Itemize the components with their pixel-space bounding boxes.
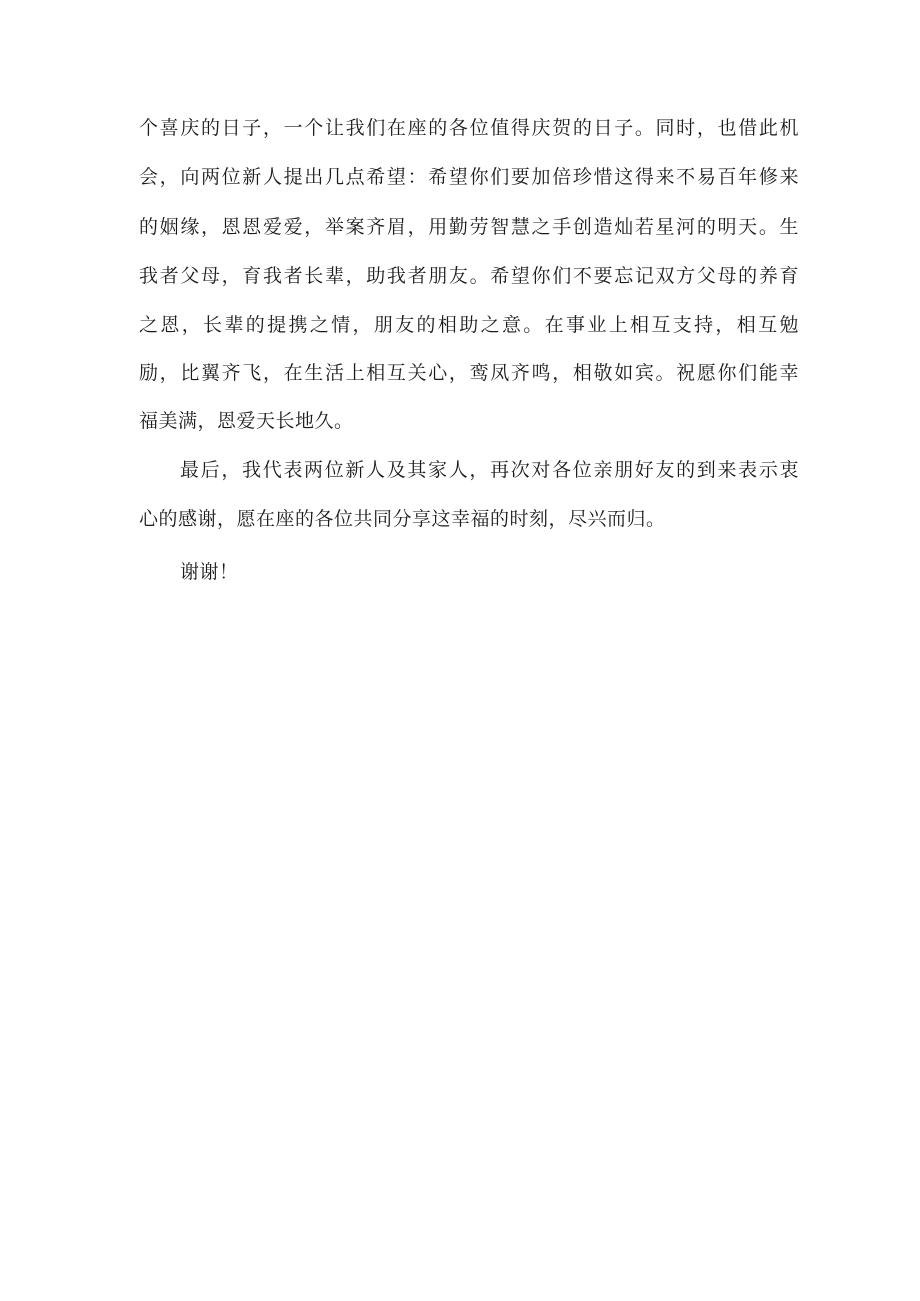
paragraph-wishes-line-3: 的姻缘，恩恩爱爱，举案齐眉，用勤劳智慧之手创造灿若星河的明天。生	[139, 216, 799, 238]
paragraph-closing-line-2: 心的感谢，愿在座的各位共同分享这幸福的时刻，尽兴而归。	[139, 508, 666, 530]
paragraph-wishes-line-2: 会，向两位新人提出几点希望：希望你们要加倍珍惜这得来不易百年修来	[139, 166, 799, 188]
paragraph-thanks-line-1: 谢谢！	[180, 561, 239, 583]
paragraph-wishes-line-4: 我者父母，育我者长辈，助我者朋友。希望你们不要忘记双方父母的养育	[139, 265, 799, 287]
paragraph-wishes-line-1: 个喜庆的日子，一个让我们在座的各位值得庆贺的日子。同时，也借此机	[139, 117, 799, 139]
paragraph-wishes-line-7: 福美满，恩爱天长地久。	[139, 410, 354, 432]
paragraph-wishes-line-6: 励，比翼齐飞，在生活上相互关心，鸾凤齐鸣，相敬如宾。祝愿你们能幸	[139, 362, 799, 384]
paragraph-closing-line-1: 最后，我代表两位新人及其家人，再次对各位亲朋好友的到来表示衷	[180, 459, 799, 481]
paragraph-wishes-line-5: 之恩，长辈的提携之情，朋友的相助之意。在事业上相互支持，相互勉	[139, 314, 799, 336]
